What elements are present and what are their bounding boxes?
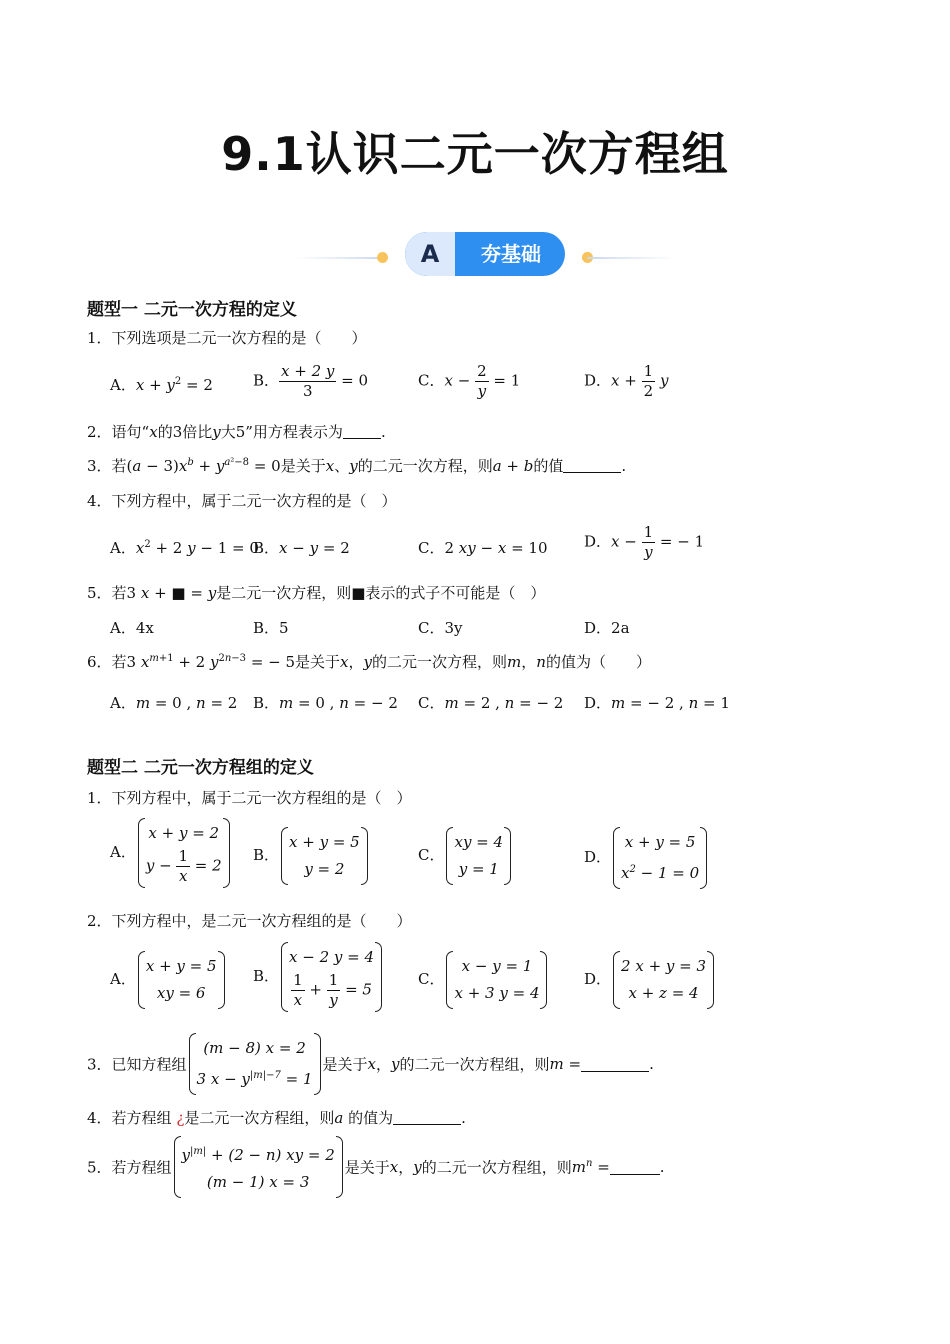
question-2-4: 4．若方程组 ¿是二元一次方程组，则a 的值为 . xyxy=(87,1109,466,1127)
question-2-5: 5．若方程组 $y^{|m|} + (2 - n)$ xy = 2 (m − 1) x = 3 是关于x，y的二元一次方程组，则$m^n$ = . xyxy=(87,1136,665,1198)
question-1-2: 2．语句“x的3倍比y大5”用方程表示为 . xyxy=(87,423,386,441)
question-1-4: 4．下列方程中，属于二元一次方程的是（ ） xyxy=(87,492,397,510)
question-2-3: 3．已知方程组 (m − 8) x = 2 3 $x - y^{|m|-7} = 1$ 是关于x，y的二元一次方程组，则m = . xyxy=(87,1033,654,1095)
section-heading-2: 题型二 二元一次方程组的定义 xyxy=(87,758,314,778)
option-2-2-c[interactable]: C． x − y = 1 x + 3 y = 4 xyxy=(418,951,549,1009)
question-1-3: 3．若$(a - 3)x^b + y^{a^2-8} = 0$是关于x、y的二元一次方程，则a + b的值 . xyxy=(87,457,627,475)
option-1-4-c[interactable]: C．2 xy − x = 10 xyxy=(418,539,548,557)
option-1-5-d[interactable]: D．2a xyxy=(584,619,630,637)
answer-blank[interactable] xyxy=(581,1057,649,1072)
question-1-1: 1．下列选项是二元一次方程的是（ ） xyxy=(87,329,367,347)
question-1-6: 6．若3 $x^{m+1} + 2$ $y^{2n-3}$ = − 5是关于x，y的二元一次方程，则m，n的值为（ ） xyxy=(87,653,651,671)
banner-letter: A xyxy=(405,232,455,276)
option-2-2-b[interactable]: B． x − 2 y = 4 $\frac{1}{x}$ + $\frac{1}{y}$ = 5 xyxy=(253,942,384,1012)
question-2-2: 2．下列方程中，是二元一次方程组的是（ ） xyxy=(87,912,412,930)
banner-dot-left xyxy=(377,252,388,263)
option-1-1-d[interactable]: D．x + $\frac{1}{2}$ y xyxy=(584,362,669,400)
section-banner xyxy=(295,232,675,276)
option-1-6-a[interactable]: A．m = 0 , n = 2 xyxy=(110,694,238,712)
option-1-6-c[interactable]: C．m = 2 , n = − 2 xyxy=(418,694,564,712)
option-1-4-d[interactable]: D．x − $\frac{1}{y}$ = − 1 xyxy=(584,523,705,561)
option-2-1-a[interactable]: A． x + y = 2 y − $\frac{1}{x}$ = 2 xyxy=(110,818,232,888)
banner-text: 夯基础 xyxy=(481,242,541,266)
option-1-6-b[interactable]: B．m = 0 , n = − 2 xyxy=(253,694,398,712)
option-2-1-d[interactable]: D． x + y = 5 $x^2 - 1 = 0$ xyxy=(584,827,709,889)
option-2-1-c[interactable]: C． xy = 4 y = 1 xyxy=(418,827,513,885)
option-2-2-d[interactable]: D． 2 x + y = 3 x + z = 4 xyxy=(584,951,716,1009)
option-1-4-b[interactable]: B．x − y = 2 xyxy=(253,539,350,557)
option-1-5-b[interactable]: B．5 xyxy=(253,619,289,637)
option-1-1-a[interactable]: A．$x + y^2 = 2$ xyxy=(110,376,213,394)
answer-blank[interactable] xyxy=(610,1160,660,1175)
option-2-1-b[interactable]: B． x + y = 5 y = 2 xyxy=(253,827,370,885)
question-2-1: 1．下列方程中，属于二元一次方程组的是（ ） xyxy=(87,789,412,807)
question-1-5: 5．若3 x + ■ = y是二元一次方程，则■表示的式子不可能是（ ） xyxy=(87,584,546,602)
section-heading-1: 题型一 二元一次方程的定义 xyxy=(87,300,297,320)
banner-line-right xyxy=(587,257,675,259)
option-1-5-c[interactable]: C．3y xyxy=(418,619,463,637)
answer-blank[interactable] xyxy=(563,458,621,473)
page-title: 9.1认识二元一次方程组 xyxy=(221,127,729,181)
option-1-1-c[interactable]: C．x − $\frac{2}{y}$ = 1 xyxy=(418,362,521,400)
option-1-4-a[interactable]: A．$x^2 + 2$ y − 1 = 0 xyxy=(110,539,259,557)
option-1-6-d[interactable]: D．m = − 2 , n = 1 xyxy=(584,694,730,712)
option-1-5-a[interactable]: A．4x xyxy=(110,619,154,637)
banner-pill xyxy=(405,232,565,276)
answer-blank[interactable] xyxy=(393,1110,461,1125)
option-1-1-b[interactable]: B． $\frac{x + 2 y}{3}$ = 0 xyxy=(253,362,369,400)
answer-blank[interactable] xyxy=(343,424,381,439)
banner-line-left xyxy=(295,257,385,259)
option-2-2-a[interactable]: A． x + y = 5 xy = 6 xyxy=(110,951,227,1009)
